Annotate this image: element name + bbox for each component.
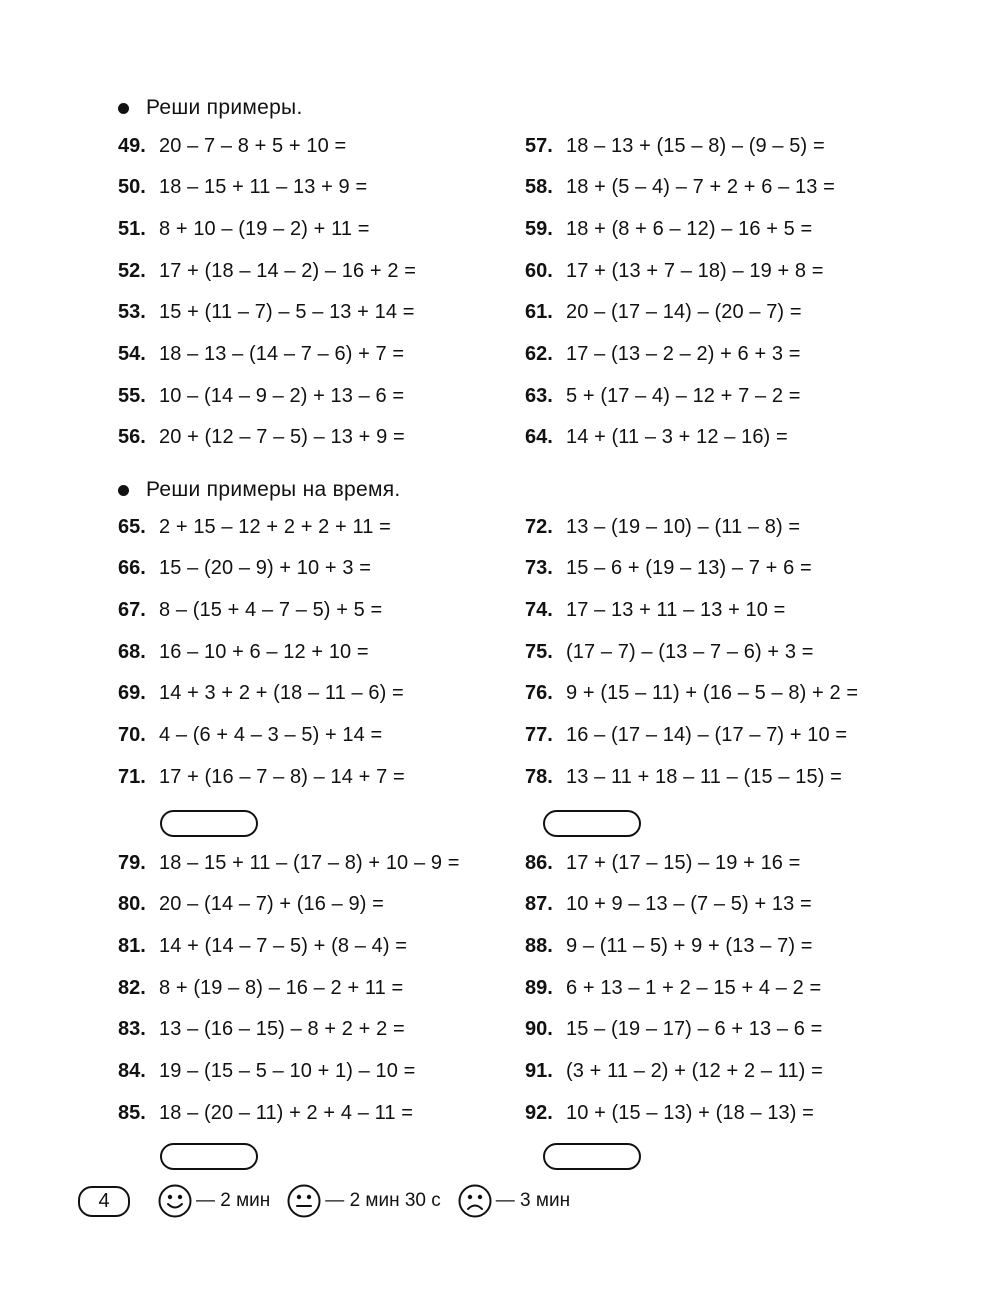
time-answer-box[interactable] — [543, 810, 641, 837]
exercise-number: 89. — [525, 976, 553, 999]
exercise-expression: 17 – 13 + 11 – 13 + 10 = — [566, 598, 786, 621]
page-number: 4 — [78, 1186, 130, 1217]
exercise-expression: 16 – 10 + 6 – 12 + 10 = — [159, 640, 369, 663]
exercise-expression: 17 + (17 – 15) – 19 + 16 = — [566, 851, 801, 874]
exercise-expression: 8 – (15 + 4 – 7 – 5) + 5 = — [159, 598, 383, 621]
exercise-number: 53. — [118, 301, 146, 324]
exercise-expression: 18 – 13 – (14 – 7 – 6) + 7 = — [159, 343, 405, 365]
exercise-row — [118, 131, 346, 161]
legend-neutral-time: — 2 мин 30 с — [325, 1190, 441, 1211]
exercise-number: 74. — [525, 598, 553, 621]
exercise-number: 61. — [525, 301, 553, 324]
exercise-number: 58. — [525, 176, 553, 199]
exercise-row — [525, 554, 812, 584]
exercise-number: 52. — [118, 259, 146, 282]
exercise-expression: 20 + (12 – 7 – 5) – 13 + 9 = — [159, 426, 405, 449]
exercise-row — [525, 173, 835, 203]
exercise-row — [525, 381, 801, 411]
exercise-number: 83. — [118, 1018, 146, 1041]
exercise-number: 75. — [525, 640, 553, 663]
exercise-row — [118, 679, 404, 709]
exercise-number: 76. — [525, 682, 553, 705]
exercise-expression: 19 – (15 – 5 – 10 + 1) – 10 = — [159, 1060, 416, 1082]
section-heading-1 — [118, 96, 303, 120]
exercise-expression: 8 + (19 – 8) – 16 – 2 + 11 = — [159, 976, 404, 999]
time-answer-box[interactable] — [160, 1143, 258, 1170]
exercise-row — [525, 679, 858, 709]
exercise-row — [118, 256, 416, 286]
exercise-row — [118, 173, 367, 203]
heading-text: Реши примеры. — [146, 96, 303, 119]
exercise-row — [118, 423, 405, 453]
exercise-row — [118, 340, 404, 370]
exercise-expression: 15 – 6 + (19 – 13) – 7 + 6 = — [566, 557, 812, 580]
exercise-row — [118, 554, 371, 584]
exercise-row — [118, 973, 403, 1003]
exercise-number: 92. — [525, 1101, 553, 1124]
exercise-expression: 13 – 11 + 18 – 11 – (15 – 15) = — [566, 765, 842, 788]
exercise-expression: 4 – (6 + 4 – 3 – 5) + 14 = — [159, 724, 383, 746]
exercise-number: 73. — [525, 557, 553, 580]
exercise-number: 66. — [118, 557, 146, 580]
exercise-row — [118, 381, 404, 411]
exercise-expression: 8 + 10 – (19 – 2) + 11 = — [159, 217, 370, 240]
exercise-number: 51. — [118, 217, 146, 240]
exercise-number: 78. — [525, 765, 553, 788]
exercise-number: 60. — [525, 259, 553, 282]
exercise-number: 91. — [525, 1060, 553, 1082]
exercise-expression: 2 + 15 – 12 + 2 + 2 + 11 = — [159, 515, 391, 538]
exercise-number: 56. — [118, 426, 146, 449]
exercise-row — [525, 131, 825, 161]
exercise-number: 70. — [118, 724, 146, 746]
exercise-row — [525, 340, 801, 370]
exercise-expression: (17 – 7) – (13 – 7 – 6) + 3 = — [566, 640, 814, 663]
exercise-expression: 9 + (15 – 11) + (16 – 5 – 8) + 2 = — [566, 682, 859, 705]
exercise-row — [118, 512, 391, 542]
exercise-expression: 15 – (19 – 17) – 6 + 13 – 6 = — [566, 1018, 823, 1041]
exercise-row — [118, 637, 369, 667]
exercise-row — [525, 848, 800, 878]
exercise-row — [118, 1057, 415, 1087]
exercise-expression: 18 – 15 + 11 – 13 + 9 = — [159, 176, 368, 199]
exercise-number: 49. — [118, 134, 146, 157]
exercise-row — [525, 256, 824, 286]
exercise-row — [118, 931, 407, 961]
exercise-row — [118, 848, 459, 878]
exercise-row — [525, 423, 788, 453]
exercise-number: 90. — [525, 1018, 553, 1041]
exercise-row — [525, 595, 785, 625]
exercise-row — [118, 890, 384, 920]
exercise-number: 62. — [525, 343, 553, 365]
exercise-expression: 13 – (19 – 10) – (11 – 8) = — [566, 515, 801, 538]
exercise-number: 85. — [118, 1101, 146, 1124]
exercise-number: 63. — [525, 384, 553, 407]
exercise-number: 59. — [525, 217, 553, 240]
exercise-expression: 5 + (17 – 4) – 12 + 7 – 2 = — [566, 384, 801, 407]
exercise-expression: 10 + (15 – 13) + (18 – 13) = — [566, 1101, 814, 1124]
heading-text: Реши примеры на время. — [146, 478, 401, 501]
exercise-expression: 14 + (14 – 7 – 5) + (8 – 4) = — [159, 934, 408, 957]
exercise-row — [525, 512, 800, 542]
time-answer-box[interactable] — [543, 1143, 641, 1170]
exercise-row — [118, 721, 382, 751]
exercise-row — [525, 214, 812, 244]
exercise-expression: 17 + (18 – 14 – 2) – 16 + 2 = — [159, 259, 416, 282]
exercise-row — [525, 1057, 823, 1087]
exercise-expression: 18 – 15 + 11 – (17 – 8) + 10 – 9 = — [159, 851, 460, 874]
exercise-number: 67. — [118, 598, 146, 621]
exercise-expression: 17 + (13 + 7 – 18) – 19 + 8 = — [566, 259, 824, 282]
exercise-number: 54. — [118, 343, 146, 365]
exercise-number: 86. — [525, 851, 553, 874]
exercise-expression: 13 – (16 – 15) – 8 + 2 + 2 = — [159, 1018, 405, 1041]
exercise-number: 68. — [118, 640, 146, 663]
exercise-row — [525, 1015, 822, 1045]
exercise-expression: 14 + 3 + 2 + (18 – 11 – 6) = — [159, 682, 404, 705]
exercise-row — [525, 890, 812, 920]
exercise-row — [525, 721, 847, 751]
exercise-number: 84. — [118, 1060, 146, 1082]
exercise-expression: 20 – (17 – 14) – (20 – 7) = — [566, 301, 802, 324]
exercise-expression: 18 + (8 + 6 – 12) – 16 + 5 = — [566, 217, 813, 240]
exercise-number: 77. — [525, 724, 553, 746]
exercise-number: 69. — [118, 682, 146, 705]
exercise-number: 82. — [118, 976, 146, 999]
exercise-number: 88. — [525, 934, 553, 957]
exercise-number: 55. — [118, 384, 146, 407]
footer-legend — [78, 1183, 587, 1219]
exercise-expression: 16 – (17 – 14) – (17 – 7) + 10 = — [566, 724, 848, 746]
exercise-number: 50. — [118, 176, 146, 199]
legend-happy-time: — 2 мин — [196, 1190, 271, 1211]
exercise-expression: 15 + (11 – 7) – 5 – 13 + 14 = — [159, 301, 415, 324]
exercise-expression: 10 + 9 – 13 – (7 – 5) + 13 = — [566, 893, 812, 916]
exercise-expression: 20 – (14 – 7) + (16 – 9) = — [159, 893, 384, 916]
exercise-row — [118, 1015, 405, 1045]
exercise-row — [525, 931, 813, 961]
exercise-row — [118, 595, 382, 625]
exercise-expression: 14 + (11 – 3 + 12 – 16) = — [566, 426, 788, 449]
exercise-row — [118, 298, 415, 328]
legend-sad-time: — 3 мин — [495, 1190, 571, 1211]
exercise-expression: 18 – (20 – 11) + 2 + 4 – 11 = — [159, 1101, 414, 1124]
exercise-number: 87. — [525, 893, 553, 916]
exercise-row — [525, 1098, 814, 1128]
exercise-number: 72. — [525, 515, 553, 538]
smiley-happy-icon — [158, 1184, 192, 1218]
exercise-expression: 6 + 13 – 1 + 2 – 15 + 4 – 2 = — [566, 976, 822, 999]
exercise-number: 79. — [118, 851, 146, 874]
bullet-icon — [118, 485, 129, 496]
exercise-row — [118, 762, 405, 792]
exercise-expression: 18 + (5 – 4) – 7 + 2 + 6 – 13 = — [566, 176, 835, 199]
exercise-expression: 10 – (14 – 9 – 2) + 13 – 6 = — [159, 384, 405, 407]
exercise-row — [118, 1098, 413, 1128]
exercise-expression: 15 – (20 – 9) + 10 + 3 = — [159, 557, 371, 580]
smiley-sad-icon — [458, 1184, 492, 1218]
exercise-expression: 17 – (13 – 2 – 2) + 6 + 3 = — [566, 343, 801, 365]
exercise-number: 81. — [118, 934, 146, 957]
exercise-row — [525, 637, 814, 667]
exercise-expression: 9 – (11 – 5) + 9 + (13 – 7) = — [566, 934, 813, 957]
exercise-number: 57. — [525, 134, 553, 157]
exercise-number: 80. — [118, 893, 146, 916]
time-answer-box[interactable] — [160, 810, 258, 837]
exercise-row — [525, 298, 802, 328]
exercise-expression: 20 – 7 – 8 + 5 + 10 = — [159, 134, 347, 157]
exercise-expression: 17 + (16 – 7 – 8) – 14 + 7 = — [159, 765, 405, 788]
exercise-expression: 18 – 13 + (15 – 8) – (9 – 5) = — [566, 134, 825, 157]
exercise-number: 64. — [525, 426, 553, 449]
smiley-neutral-icon — [287, 1184, 321, 1218]
exercise-row — [525, 973, 821, 1003]
exercise-expression: (3 + 11 – 2) + (12 + 2 – 11) = — [566, 1060, 823, 1082]
exercise-row — [525, 762, 842, 792]
bullet-icon — [118, 103, 129, 114]
section-heading-2 — [118, 478, 401, 502]
exercise-row — [118, 214, 370, 244]
exercise-number: 71. — [118, 765, 146, 788]
exercise-number: 65. — [118, 515, 146, 538]
